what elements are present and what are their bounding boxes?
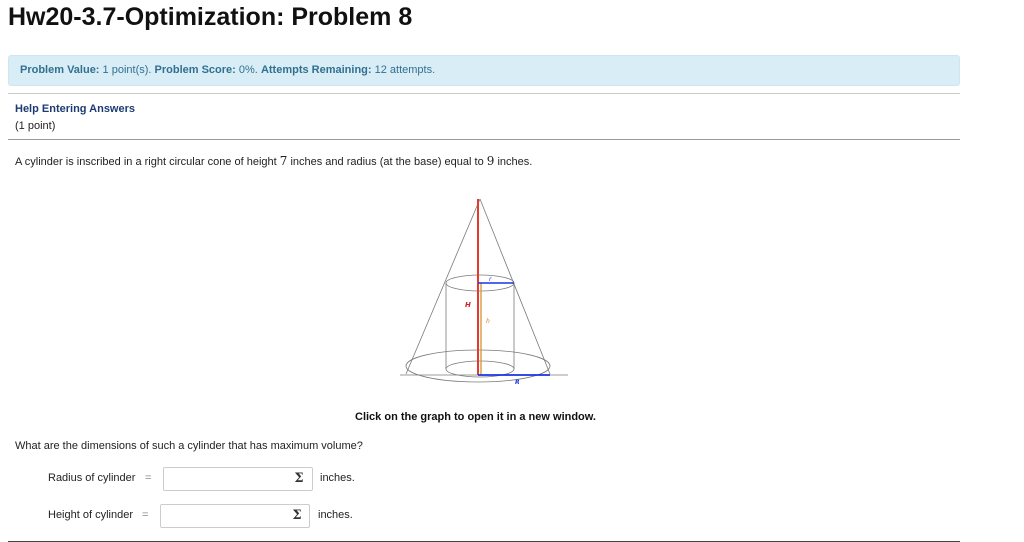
attempts-remaining-label: Attempts Remaining: bbox=[260, 64, 372, 76]
divider bbox=[8, 139, 960, 140]
divider bbox=[8, 93, 960, 94]
figure-caption-link[interactable]: Click on the graph to open it in a new window. bbox=[355, 411, 596, 423]
statement-text-b: inches and radius (at the base) equal to bbox=[287, 156, 487, 168]
sigma-icon[interactable]: Σ bbox=[292, 508, 302, 523]
problem-value-label: Problem Value: bbox=[20, 64, 100, 76]
label-h: h bbox=[486, 318, 490, 325]
problem-info-bar bbox=[8, 55, 960, 86]
problem-score-label: Problem Score: bbox=[154, 64, 236, 76]
radius-unit: inches. bbox=[320, 472, 355, 484]
radius-equals: = bbox=[145, 472, 152, 484]
cone-height-value: 7 bbox=[279, 154, 288, 168]
attempts-remaining: 12 attempts. bbox=[374, 64, 436, 76]
height-equals: = bbox=[142, 509, 149, 521]
height-answer-row bbox=[48, 504, 378, 529]
cone-right-edge bbox=[480, 199, 550, 374]
cone-cylinder-figure[interactable] bbox=[398, 195, 570, 386]
problem-value: 1 point(s). bbox=[102, 64, 152, 76]
cone-radius-value: 9 bbox=[486, 154, 495, 168]
problem-statement bbox=[15, 154, 532, 168]
question-text: What are the dimensions of such a cylinder that has maximum volume? bbox=[15, 440, 363, 452]
radius-answer-row bbox=[48, 467, 378, 492]
problem-score: 0%. bbox=[238, 64, 258, 76]
statement-text-a: A cylinder is inscribed in a right circular cone of height bbox=[15, 156, 280, 168]
label-r: r bbox=[489, 276, 492, 283]
label-R: R bbox=[515, 379, 520, 386]
page-title: Hw20-3.7-Optimization: Problem 8 bbox=[8, 3, 413, 31]
sigma-icon[interactable]: Σ bbox=[294, 471, 304, 486]
cone-cylinder-diagram bbox=[398, 195, 570, 386]
help-entering-answers-link[interactable]: Help Entering Answers bbox=[15, 103, 136, 115]
problem-points: (1 point) bbox=[15, 120, 56, 132]
radius-label: Radius of cylinder bbox=[48, 472, 136, 484]
cone-left-edge bbox=[406, 199, 480, 374]
height-label: Height of cylinder bbox=[48, 509, 133, 521]
height-unit: inches. bbox=[318, 509, 353, 521]
label-H: H bbox=[465, 301, 471, 309]
statement-text-c: inches. bbox=[494, 156, 533, 168]
